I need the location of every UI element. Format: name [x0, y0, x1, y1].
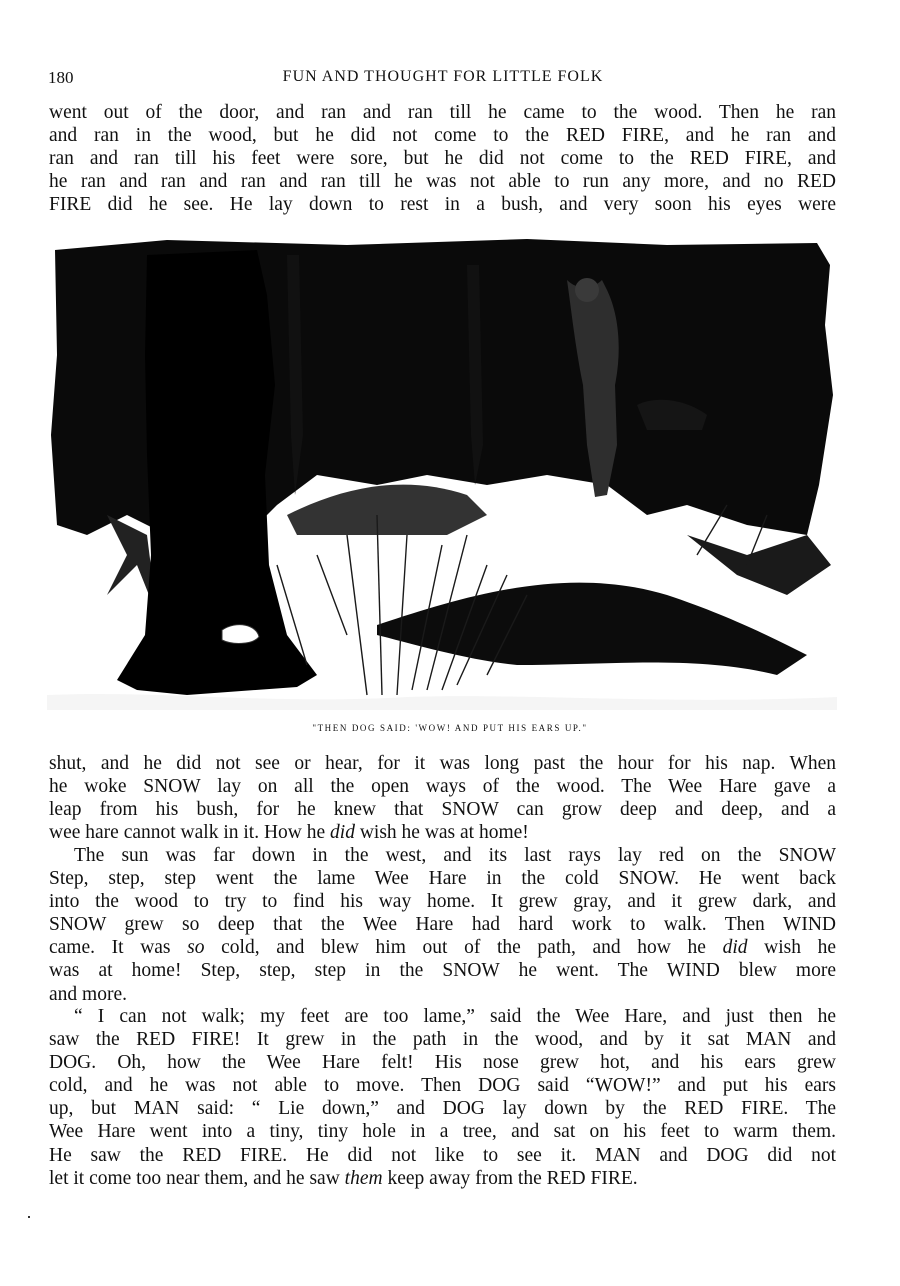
text-line: He saw the RED FIRE. He did not like to see it. MAN and DOG did not [49, 1144, 836, 1166]
text-line: saw the RED FIRE! It grew in the path in the wood, and by it sat MAN and [49, 1029, 836, 1051]
text-line: went out of the door, and ran and ran till he came to the wood. Then he ran [49, 102, 836, 123]
emphasis: did [330, 822, 355, 844]
text-line: and ran in the wood, but he did not come to the RED FIRE, and he ran and [49, 125, 836, 147]
emphasis: them [344, 1167, 383, 1189]
text-line: wee hare cannot walk in it. How he did wish he was at home! [49, 822, 529, 844]
man-head [575, 278, 599, 302]
paragraph-2 [49, 752, 836, 844]
text-line: leap from his bush, for he knew that SNOW can grow deep and deep, and a [49, 799, 836, 821]
text-line: Wee Hare went into a tiny, tiny hole in a tree, and sat on his feet to warm them. [49, 1121, 836, 1143]
text-line: up, but MAN said: “ Lie down,” and DOG lay down by the RED FIRE. The [49, 1098, 836, 1120]
emphasis: did [722, 937, 748, 959]
illustration-caption: "THEN DOG SAID: 'WOW! AND PUT HIS EARS UP." [312, 723, 588, 733]
text-line: DOG. Oh, how the Wee Hare felt! His nose grew hot, and his ears grew [49, 1052, 836, 1074]
text-line: “ I can not walk; my feet are too lame,” said the Wee Hare, and just then he [74, 1006, 836, 1027]
emphasis: so [187, 937, 205, 959]
print-speck [28, 1216, 30, 1218]
text-line: SNOW grew so deep that the Wee Hare had hard work to walk. Then WIND [49, 914, 836, 936]
text-line: he ran and ran and ran and ran till he was not able to run any more, and no RED [49, 171, 836, 193]
text-line: came. It was so cold, and blew him out of the path, and how he did wish he [49, 937, 837, 959]
text-line: was at home! Step, step, step in the SNOW he went. The WIND blew more [49, 960, 836, 982]
text-line: cold, and he was not able to move. Then DOG said “WOW!” and put his ears [49, 1075, 836, 1097]
text-line: The sun was far down in the west, and its last rays lay red on the SNOW [74, 845, 836, 866]
text-line: he woke SNOW lay on all the open ways of the wood. The Wee Hare gave a [49, 776, 836, 798]
page-header [48, 68, 838, 92]
text-line: shut, and he did not see or hear, for it was long past the hour for his nap. When [49, 753, 836, 774]
paragraph-3 [49, 844, 836, 1006]
text-line: into the wood to try to find his way home. It grew gray, and it grew dark, and [49, 891, 836, 913]
text-line: FIRE did he see. He lay down to rest in a bush, and very soon his eyes were [49, 194, 836, 216]
text-line: let it come too near them, and he saw them keep away from the RED FIRE. [49, 1167, 638, 1189]
page-number: 180 [48, 68, 74, 87]
paragraph-1 [49, 101, 836, 216]
paragraph-4 [49, 1005, 836, 1190]
text-line: ran and ran till his feet were sore, but he did not come to the RED FIRE, and [49, 148, 836, 170]
running-title: FUN AND THOUGHT FOR LITTLE FOLK [282, 68, 604, 85]
forest-illustration [47, 235, 837, 710]
text-line: and more. [49, 983, 127, 1005]
text-line: Step, step, step went the lame Wee Hare in the cold SNOW. He went back [49, 868, 836, 890]
